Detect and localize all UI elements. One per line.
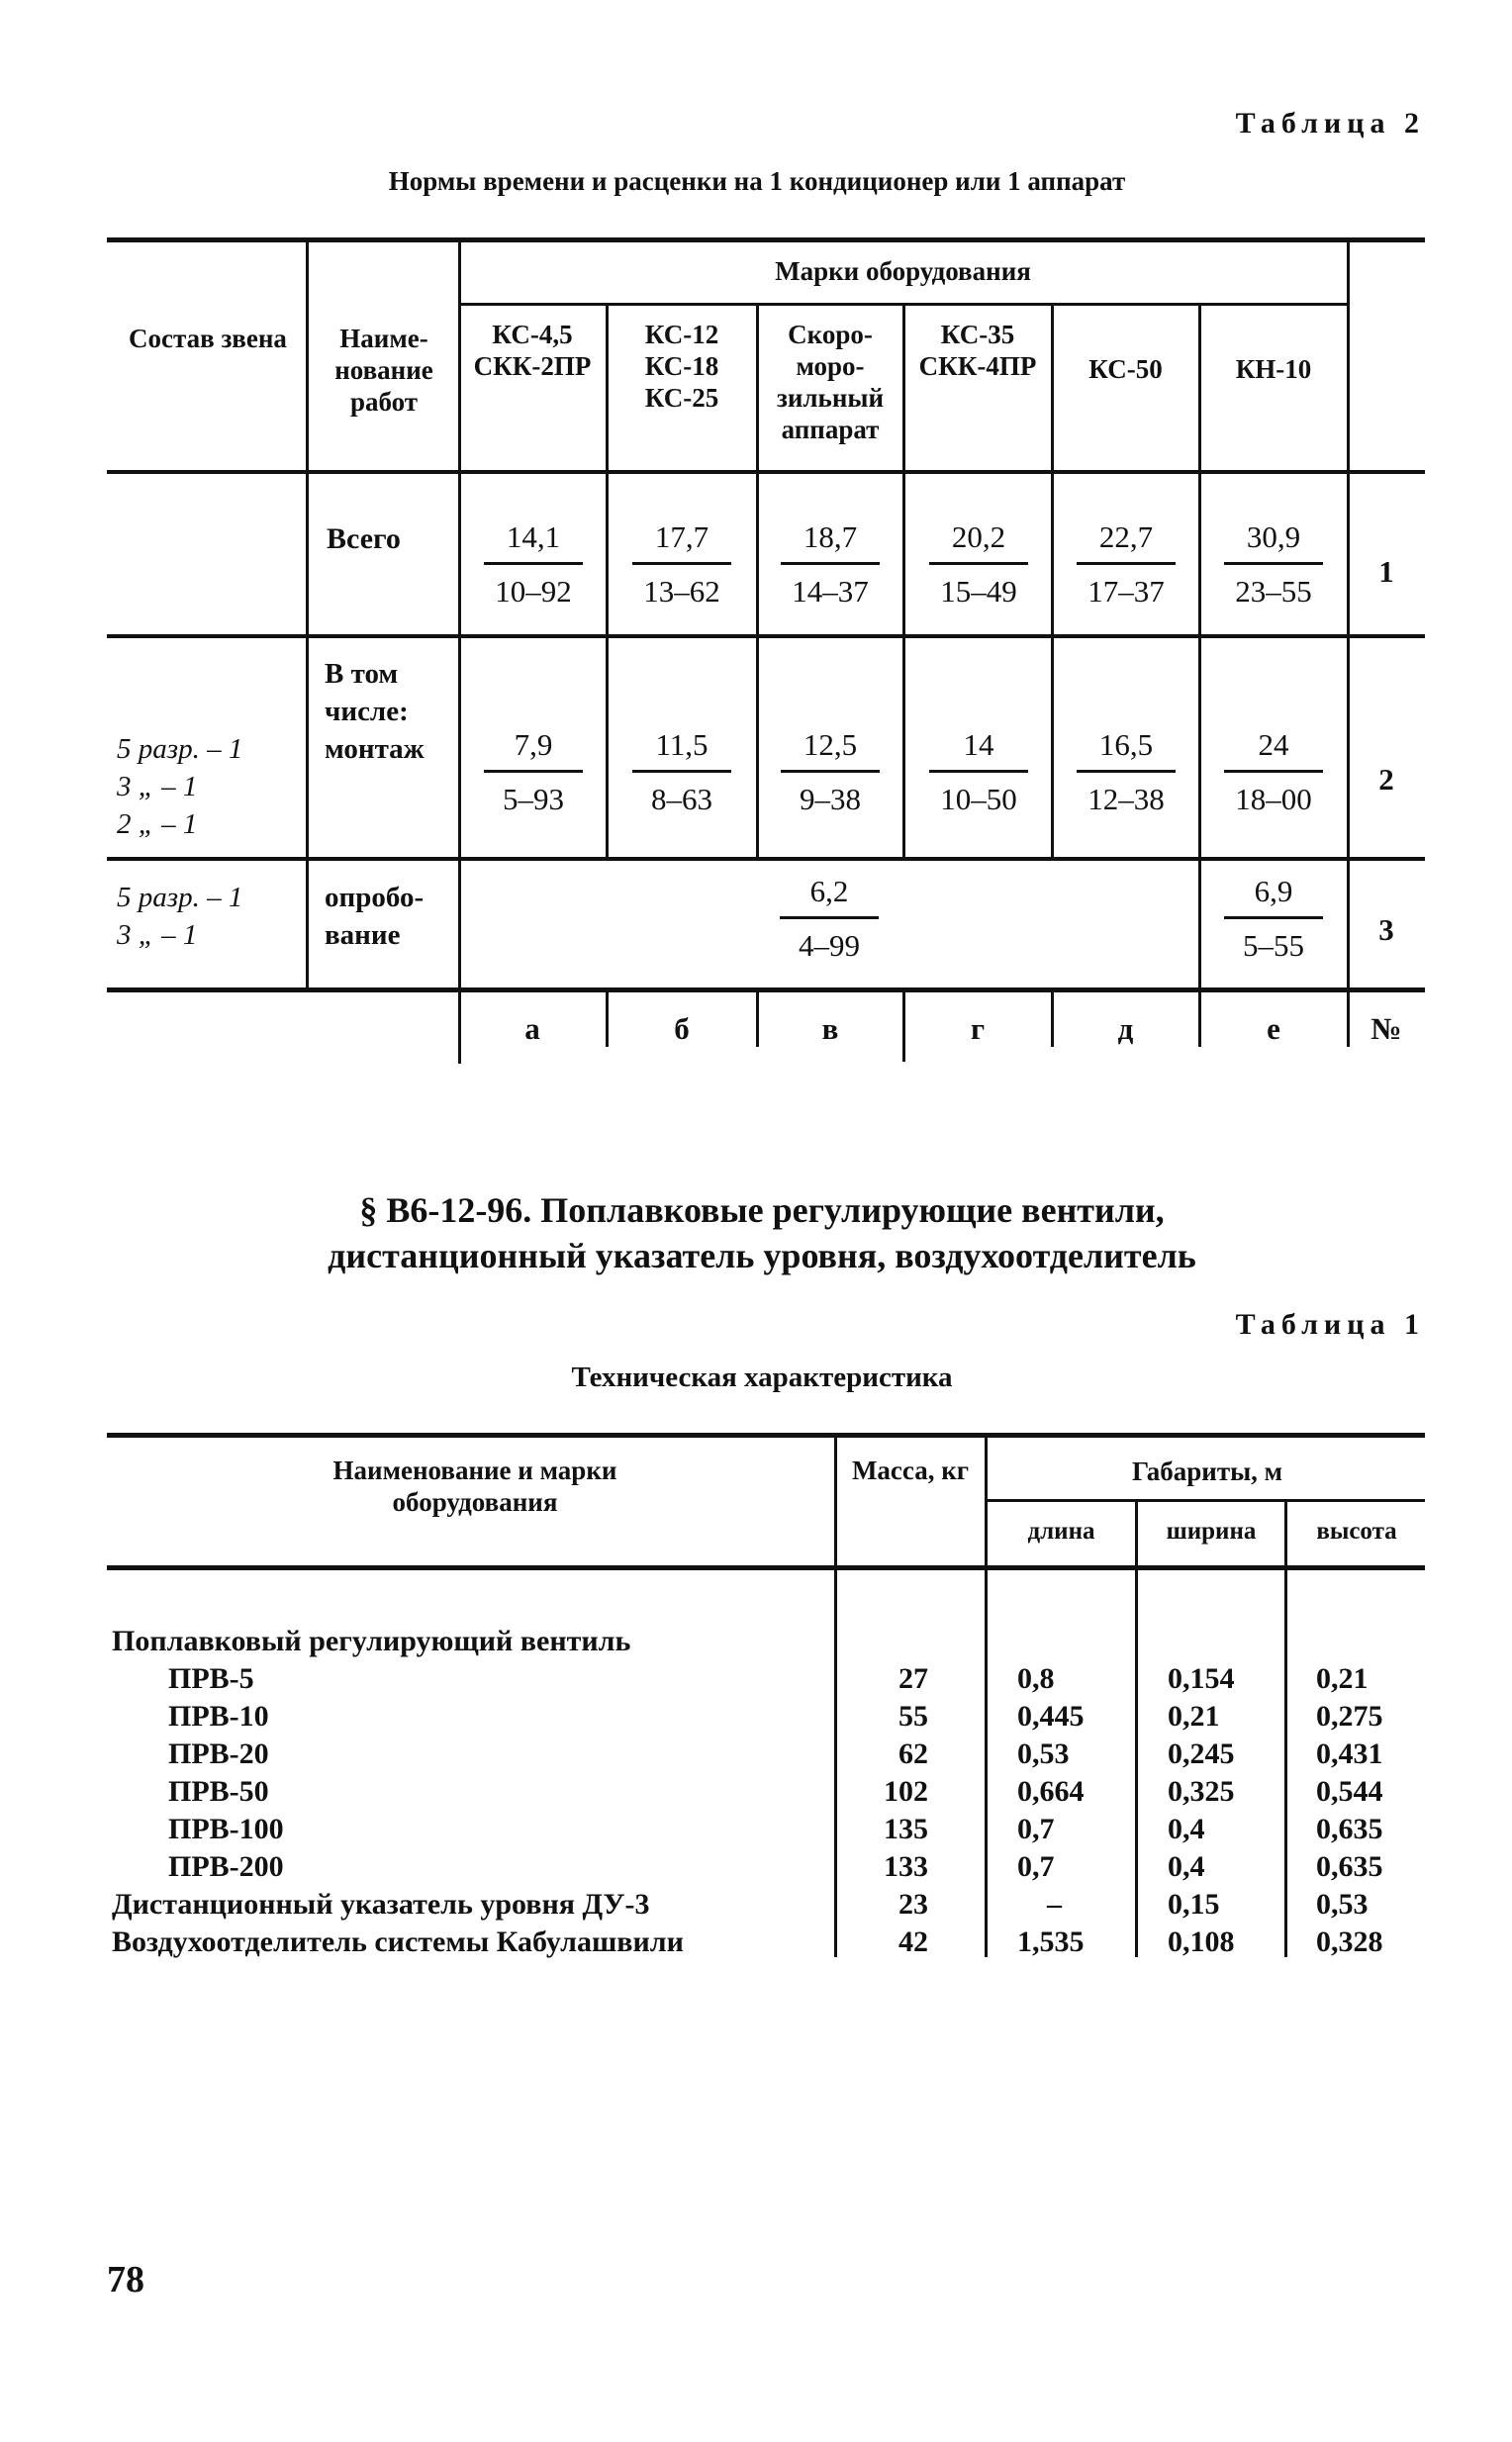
- table2-vrule: [756, 992, 759, 1047]
- table2-row-number: 1: [1378, 554, 1394, 589]
- page-number: 78: [107, 2259, 144, 2301]
- table1-length: –: [1047, 1888, 1062, 1921]
- norm-time: 14,1: [506, 519, 561, 554]
- norm-time: 30,9: [1246, 519, 1301, 554]
- norm-time: 17,7: [654, 519, 709, 554]
- table2-fraction-cell: [914, 520, 1043, 609]
- table1-mass: 55: [898, 1700, 928, 1733]
- table2-vrule: [756, 303, 759, 858]
- table2-row2-rule: [107, 857, 1425, 861]
- table2-crew-cell: [117, 879, 305, 954]
- norm-time: 7,9: [514, 727, 553, 762]
- table2-vrule: [902, 992, 905, 1062]
- table1-width: 0,21: [1168, 1700, 1220, 1733]
- table2-col-letter: г: [970, 1011, 986, 1046]
- table1-vrule: [834, 1433, 837, 1957]
- table2-header-rule: [107, 470, 1425, 474]
- table1-mass: 27: [898, 1662, 928, 1695]
- table2-brand-header: Скоро-моро-зильный аппарат: [776, 320, 885, 444]
- norm-time: 18,7: [803, 519, 858, 554]
- table1-height: 0,635: [1316, 1813, 1383, 1845]
- table1-length-header: длина: [1027, 1518, 1095, 1545]
- crew-line: 3 „ – 1: [117, 771, 198, 802]
- rate: 9–38: [800, 782, 861, 816]
- table2-col-letter: е: [1267, 1011, 1280, 1046]
- table1-height: 0,544: [1316, 1775, 1383, 1808]
- table2-title: Нормы времени и расценки на 1 кондиционер или 1 аппарат: [388, 166, 1126, 196]
- table1-group-label: Поплавковый регулирующий вентиль: [112, 1625, 631, 1657]
- table2-merged-fraction-cell: [765, 875, 894, 963]
- table1-item-name: ПРВ-10: [168, 1700, 269, 1733]
- table2-vrule: [1051, 303, 1054, 858]
- rate: 18–00: [1235, 782, 1312, 816]
- rate: 8–63: [651, 782, 712, 816]
- rate: 13–62: [643, 574, 720, 609]
- crew-line: 5 разр. – 1: [117, 882, 243, 913]
- rate: 15–49: [940, 574, 1017, 609]
- table2-col-letter: б: [674, 1011, 690, 1046]
- rate: 23–55: [1235, 574, 1312, 609]
- table2-col-letter: д: [1117, 1011, 1134, 1046]
- table2-work-cell: Всего: [327, 522, 401, 555]
- table1-vrule: [1284, 1499, 1287, 1957]
- table1-length: 0,7: [1017, 1850, 1055, 1883]
- table1-item-name: ПРВ-5: [168, 1662, 254, 1695]
- section-title-line1: § В6-12-96. Поплавковые регулирующие вентили,: [359, 1190, 1165, 1230]
- table2-vrule: [306, 237, 309, 989]
- table1-item-name: ПРВ-100: [168, 1813, 284, 1845]
- table1-label: Таблица 1: [1235, 1308, 1425, 1341]
- table1-top-rule: [107, 1433, 1425, 1438]
- table2-row-number: 3: [1378, 912, 1394, 947]
- table2-fraction-cell: [1062, 728, 1190, 816]
- table2-row1-rule: [107, 634, 1425, 638]
- table1-height-header: высота: [1316, 1518, 1397, 1545]
- table1-width: 0,154: [1168, 1662, 1235, 1695]
- table1-width: 0,4: [1168, 1813, 1205, 1845]
- norm-time: 16,5: [1098, 727, 1154, 762]
- table1-length: 1,535: [1017, 1925, 1085, 1958]
- rate: 14–37: [792, 574, 869, 609]
- table2-fraction-cell: [1209, 728, 1338, 816]
- table1-width: 0,325: [1168, 1775, 1235, 1808]
- rate: 4–99: [799, 928, 860, 963]
- table2-work-cell: В том числе: монтаж: [325, 658, 425, 765]
- table1-height: 0,635: [1316, 1850, 1383, 1883]
- crew-line: 2 „ – 1: [117, 808, 198, 840]
- table1-mass: 133: [884, 1850, 928, 1883]
- norm-time: 22,7: [1098, 519, 1154, 554]
- table1-width-header: ширина: [1166, 1518, 1257, 1545]
- norm-time: 6,9: [1254, 874, 1293, 908]
- table1-name-header: Наименование и марки оборудования: [332, 1456, 617, 1517]
- table2-col-letter: №: [1370, 1011, 1402, 1046]
- table1-item-name: ПРВ-20: [168, 1738, 269, 1770]
- table2-fraction-cell: [469, 520, 598, 609]
- table2-brand-header: КС-35 СКК-4ПР: [918, 320, 1037, 381]
- table1-item-name: Дистанционный указатель уровня ДУ-3: [112, 1888, 650, 1921]
- table2-brand-header: КС-50: [1088, 354, 1163, 384]
- table2-col-letter: в: [821, 1011, 839, 1046]
- table2-brand-header: КН-10: [1235, 354, 1312, 384]
- table2-crew-header: Состав звена: [129, 324, 287, 353]
- table1-length: 0,445: [1017, 1700, 1085, 1733]
- table1-height: 0,275: [1316, 1700, 1383, 1733]
- table2-vrule: [1198, 992, 1201, 1047]
- table1-width: 0,245: [1168, 1738, 1235, 1770]
- table2-fraction-cell: [469, 728, 598, 816]
- section-title-line2: дистанционный указатель уровня, воздухоотделитель: [328, 1236, 1196, 1275]
- norm-time: 24: [1258, 727, 1289, 762]
- table2-vrule: [606, 992, 609, 1047]
- table2-label: Таблица 2: [1235, 107, 1425, 140]
- table2-work-cell: опробо-вание: [325, 882, 425, 951]
- table2-fraction-cell: [1062, 520, 1190, 609]
- table2-fraction-cell: [617, 520, 746, 609]
- norm-time: 11,5: [655, 727, 709, 762]
- table2-vrule: [902, 303, 905, 858]
- table2-vrule: [1347, 237, 1350, 989]
- table1-mass: 62: [898, 1738, 928, 1770]
- table1-height: 0,431: [1316, 1738, 1383, 1770]
- rate: 10–92: [495, 574, 572, 609]
- table1-vrule: [985, 1433, 988, 1957]
- table1-mass: 135: [884, 1813, 928, 1845]
- crew-line: 5 разр. – 1: [117, 733, 243, 765]
- table1-mass: 102: [884, 1775, 928, 1808]
- table1-item-name: Воздухоотделитель системы Кабулашвили: [112, 1925, 684, 1958]
- table2-fraction-cell: [1209, 875, 1338, 963]
- table2-brands-group-header: Марки оборудования: [775, 256, 1031, 286]
- table1-title: Техническая характеристика: [571, 1362, 953, 1393]
- table1-height: 0,53: [1316, 1888, 1369, 1921]
- table1-length: 0,8: [1017, 1662, 1055, 1695]
- table1-mass-header: Масса, кг: [851, 1456, 970, 1485]
- rate: 5–93: [503, 782, 564, 816]
- table2-crew-cell: [117, 730, 305, 843]
- table1-length: 0,664: [1017, 1775, 1085, 1808]
- norm-time: 12,5: [803, 727, 858, 762]
- rate: 10–50: [940, 782, 1017, 816]
- rate: 5–55: [1243, 928, 1304, 963]
- table2-vrule: [606, 638, 609, 858]
- table2-work-header: Наиме-нование работ: [334, 324, 433, 417]
- table2-vrule: [1347, 992, 1350, 1047]
- table2-fraction-cell: [914, 728, 1043, 816]
- table2-bottom-rule: [107, 987, 1425, 992]
- norm-time: 14: [963, 727, 994, 762]
- norm-time: 6,2: [809, 874, 849, 908]
- table2-vrule: [1198, 303, 1201, 989]
- table1-vrule: [1135, 1499, 1138, 1957]
- table2-brand-header: КС-12 КС-18 КС-25: [644, 320, 719, 413]
- rate: 12–38: [1087, 782, 1165, 816]
- table1-width: 0,4: [1168, 1850, 1205, 1883]
- table2-fraction-cell: [1209, 520, 1338, 609]
- table2-row-number: 2: [1378, 762, 1394, 797]
- table1-dims-rule: [985, 1499, 1425, 1502]
- table2-col-letter: а: [524, 1011, 540, 1046]
- table2-brand-header: КС-4,5 СКК-2ПР: [473, 320, 592, 381]
- table1-width: 0,108: [1168, 1925, 1235, 1958]
- table1-mass: 23: [898, 1888, 928, 1921]
- table2-fraction-cell: [766, 728, 895, 816]
- table1-width: 0,15: [1168, 1888, 1220, 1921]
- norm-time: 20,2: [951, 519, 1006, 554]
- rate: 17–37: [1087, 574, 1165, 609]
- table1-height: 0,328: [1316, 1925, 1383, 1958]
- table1-height: 0,21: [1316, 1662, 1369, 1695]
- table1-header-rule: [107, 1565, 1425, 1570]
- table1-length: 0,7: [1017, 1813, 1055, 1845]
- table1-length: 0,53: [1017, 1738, 1070, 1770]
- table2-vrule: [1051, 992, 1054, 1047]
- table1-item-name: ПРВ-200: [168, 1850, 284, 1883]
- table1-mass: 42: [898, 1925, 928, 1958]
- table2-vrule: [606, 303, 609, 635]
- table2-top-rule: [107, 237, 1425, 242]
- table2-fraction-cell: [766, 520, 895, 609]
- table1-item-name: ПРВ-50: [168, 1775, 269, 1808]
- table1-dims-header: Габариты, м: [1131, 1456, 1283, 1486]
- table2-fraction-cell: [617, 728, 746, 816]
- crew-line: 3 „ – 1: [117, 919, 198, 951]
